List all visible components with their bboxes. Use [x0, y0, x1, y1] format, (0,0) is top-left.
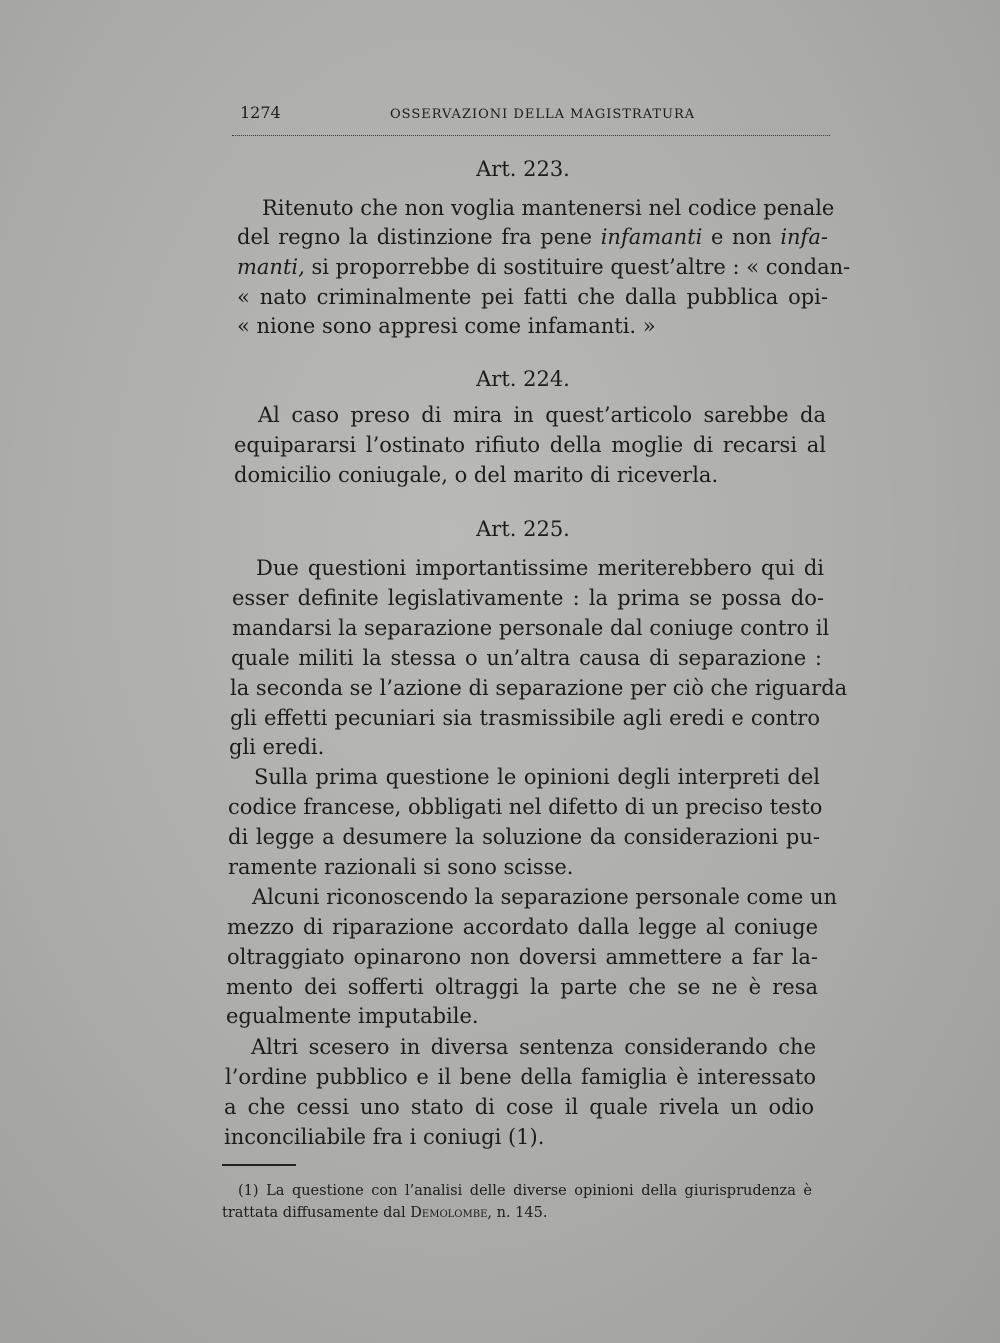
text-line: codice francese, obbligati nel difetto di un preciso testo [228, 795, 823, 819]
text-line: « nato criminalmente pei fatti che dalla pubblica opi- [237, 285, 828, 309]
article-heading: Art. 224. [476, 367, 570, 391]
text-line: di legge a desumere la soluzione da considerazioni pu- [228, 825, 820, 849]
text-line: del regno la distinzione fra pene infamanti e non infa- [237, 225, 828, 249]
footnote-line: trattata diffusamente dal Demolombe, n. 145. [222, 1205, 548, 1221]
text-line: la seconda se l’azione di separazione per ciò che riguarda [230, 676, 848, 700]
text-line: oltraggiato opinarono non doversi ammettere a far la- [227, 945, 818, 969]
text-line: Al caso preso di mira in quest’articolo sarebbe da [258, 403, 826, 427]
article-heading: Art. 223. [476, 157, 570, 181]
text-line: domicilio coniugale, o del marito di riceverla. [234, 463, 719, 487]
text-line: equipararsi l’ostinato rifiuto della moglie di recarsi al [234, 433, 826, 457]
footnote-line: (1) La questione con l’analisi delle diverse opinioni della giurisprudenza è [238, 1183, 812, 1199]
running-title: OSSERVAZIONI DELLA MAGISTRATURA [390, 107, 696, 122]
text-line: mento dei sofferti oltraggi la parte che se ne è resa [226, 975, 818, 999]
text-line: Sulla prima questione le opinioni degli interpreti del [254, 765, 820, 789]
footnote-rule [222, 1164, 296, 1166]
text-line: quale militi la stessa o un’altra causa di separazione : [231, 646, 822, 670]
text-line: Ritenuto che non voglia mantenersi nel codice penale [262, 196, 835, 220]
text-line: l’ordine pubblico e il bene della famiglia è interessato [225, 1065, 816, 1089]
text-line: a che cessi uno stato di cose il quale rivela un odio [224, 1095, 814, 1119]
text-line: inconciliabile fra i coniugi (1). [224, 1125, 545, 1149]
text-line: mandarsi la separazione personale dal coniuge contro il [232, 616, 830, 640]
text-line: « nione sono appresi come infamanti. » [237, 314, 656, 338]
text-line: Due questioni importantissime meriterebbero qui di [256, 556, 824, 580]
text-line: egualmente imputabile. [226, 1004, 479, 1028]
text-line: gli eredi. [229, 735, 325, 759]
page-header [232, 103, 830, 136]
text-line: Altri scesero in diversa sentenza considerando che [251, 1035, 816, 1059]
text-line: gli effetti pecuniari sia trasmissibile agli eredi e contro [230, 706, 820, 730]
text-line: esser definite legislativamente : la prima se possa do- [232, 586, 824, 610]
text-line: manti, si proporrebbe di sostituire quest’altre : « condan- [237, 255, 851, 279]
text-line: ramente razionali si sono scisse. [228, 855, 574, 879]
page-number: 1274 [240, 103, 281, 122]
footnote-author: Demolombe [410, 1205, 488, 1221]
text-line: mezzo di riparazione accordato dalla legge al coniuge [227, 915, 818, 939]
text-line: Alcuni riconoscendo la separazione personale come un [252, 885, 838, 909]
article-heading: Art. 225. [476, 517, 570, 541]
